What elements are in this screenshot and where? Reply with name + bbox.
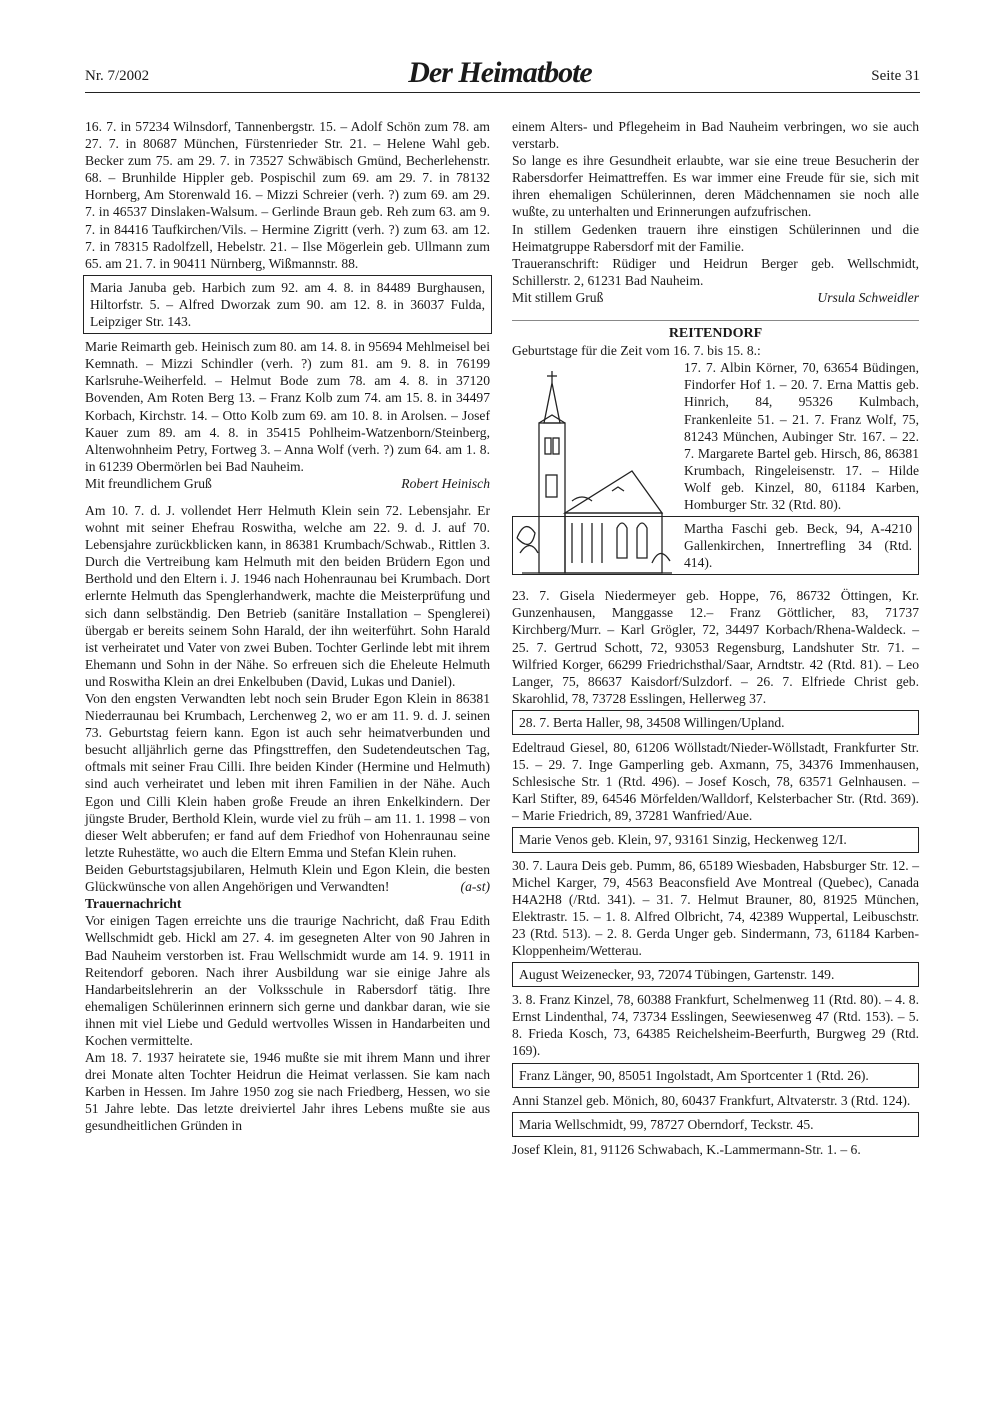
highlight-box-venos — [512, 827, 919, 852]
signature-line-2 — [512, 289, 919, 306]
masthead-title: Der Heimatbote — [408, 56, 592, 89]
header-rule — [85, 92, 920, 93]
obituary-heading: Trauernachricht — [85, 896, 182, 912]
obituary-cont-3: In stillem Gedenken trauern ihre einstigen Schülerinnen und die Heimatgruppe Rabersdorf mit der Familie. — [512, 221, 919, 254]
page-number: Seite 31 — [871, 68, 920, 84]
article-congratulations: Beiden Geburtstagsjubilaren, Helmuth Klein und Egon Klein, die besten Glückwünsche von allen Angehörigen und Verwandten! — [85, 861, 490, 895]
greeting: Mit stillem Gruß — [512, 289, 604, 305]
signer-name: Robert Heinisch — [401, 475, 490, 491]
article-egon-klein: Von den engsten Verwandten lebt noch sein Bruder Egon Klein in 86381 Niederraunau bei Krumbach, Lerchenweg 2, wo er am 11. 9. d. J. seinen 73. Geburtstag feiern kann. Egon ist auch sehr heimatverbunden und besucht alljährlich gerne das Pfingsttreffen, den Sudetendeutschen Tag, oftmals mit seiner Frau Cilli. Ihre beiden Kinder (Hermine und Helmuth) sind auch verheiratet und leben mit ihren Familien in der Nähe. Auch Egon und Cilli Klein haben große Freude an ihren Enkelkindern. Der jüngste Bruder, Berthold Klein, wurde viel zu früh – am 11. 1. 1998 – von dieser Welt abberufen; er fand auf dem Friedhof von Hohenraunau seine letzte Ruhestätte, wo auch die Eltern Emma und Stefan Klein ruhen. — [85, 691, 490, 860]
box-text: Marie Venos geb. Klein, 97, 93161 Sinzig, Heckenweg 12/I. — [519, 832, 847, 848]
signer-name: Ursula Schweidler — [817, 289, 919, 305]
birthday-list-reitendorf-3: Edeltraud Giesel, 80, 61206 Wöllstadt/Nieder-Wöllstadt, Frankfurter Str. 15. – 29. 7. Inge Gamperling geb. Axmann, 75, 34376 Immenhausen, Schlesische Str. 1 (Rtd. 496). – Josef Kosch, 78, 63571 Gelnhausen. – Karl Stifter, 89, 64546 Mörfelden/Walldorf, Kelsterbacher Str. (Rtd. 369). – Marie Friedrich, 89, 37281 Wanfried/Aue. — [512, 739, 919, 824]
article-signer: (a-st) — [460, 879, 490, 895]
box-text: August Weizenecker, 93, 72074 Tübingen, Gartenstr. 149. — [519, 967, 835, 983]
right-column — [512, 118, 919, 1158]
section-heading: REITENDORF — [668, 326, 763, 342]
obituary-cont-2: So lange es ihre Gesundheit erlaubte, war sie eine treue Besucherin der Rabersdorfer Heimattreffen. Es war immer eine Freude für sie, sich mit ihren ehemaligen Schülerinnen, deren Mädchennamen sie noch alle wußte, zu unterhalten und Erinnerungen aufzufrischen. — [512, 153, 919, 220]
greeting: Mit freundlichem Gruß — [85, 475, 212, 491]
highlight-box-laenger — [512, 1063, 919, 1088]
birthday-list-reitendorf-4: 30. 7. Laura Deis geb. Pumm, 86, 65189 Wiesbaden, Habsburger Str. 12. – Michel Karger, 79, 4563 Beaconsfield Ave Montreal (Quebec), Canada H4A2H8 (/Rtd. 341). – 31. 7. Helmut Brauner, 80, 81925 München, Elektrastr. 15. – 1. 8. Alfred Olbricht, 74, 42389 Wuppertal, Leibuschstr. 23 (Rtd. 513). – 2. 8. Gerda Unger geb. Sindermann, 73, 61184 Karben-Kloppenheim/Wetterau. — [512, 857, 919, 958]
birthday-list-2: Marie Reimarth geb. Heinisch zum 80. am 14. 8. in 95694 Mehlmeisel bei Kemnath. – Mizzi Schindler (verh. ?) zum 81. am 9. 8. in 76199 Karlsruhe-Weiherfeld. – Helmut Bode zum 78. am 4. 8. in 37120 Bovenden, Am Roten Berg 13. – Franz Kolb zum 74. am 15. 8. in 34497 Korbach, Kirchstr. 14. – Otto Kolb zum 69. am 10. 8. in Arolsen. – Josef Kauer zum 89. am 4. 8. in 35415 Pohlheim-Watzenborn/Steinberg, Altenwohnheim Petry, Fortweg 3. – Anna Wolf (verh. ?) zum 64. am 1. 8. in 61239 Obermörlen bei Bad Nauheim. — [85, 339, 490, 474]
section-intro: Geburtstage für die Zeit vom 16. 7. bis 15. 8.: — [512, 343, 761, 359]
highlight-box-januba — [83, 275, 492, 334]
obituary-cont-1: einem Alters- und Pflegeheim in Bad Nauheim verbringen, wo sie auch verstarb. — [512, 119, 919, 152]
birthday-list-reitendorf-6: Anni Stanzel geb. Mönich, 80, 60437 Frankfurt, Altvaterstr. 3 (Rtd. 124). — [512, 1092, 911, 1108]
obituary-address: Traueranschrift: Rüdiger und Heidrun Berger geb. Wellschmidt, Schillerstr. 2, 61231 Bad Nauheim. — [512, 255, 919, 288]
issue-number: Nr. 7/2002 — [85, 68, 150, 84]
box-text: Maria Januba geb. Harbich zum 92. am 4. 8. in 84489 Burghausen, Hiltorfstr. 5. – Alfred Dworzak zum 90. am 12. 8. in 36037 Fulda, Leipziger Str. 143. — [90, 279, 485, 330]
left-column — [85, 118, 490, 1135]
box-text: 28. 7. Berta Haller, 98, 34508 Willingen/Upland. — [519, 714, 785, 730]
box-text: Maria Wellschmidt, 99, 78727 Oberndorf, Teckstr. 45. — [519, 1116, 814, 1132]
birthday-list-reitendorf-7: Josef Klein, 81, 91126 Schwabach, K.-Lammermann-Str. 1. – 6. — [512, 1141, 861, 1157]
highlight-box-wellschmidt — [512, 1112, 919, 1137]
section-divider — [512, 320, 919, 321]
highlight-box-haller — [512, 710, 919, 735]
birthday-list-reitendorf-5: 3. 8. Franz Kinzel, 78, 60388 Frankfurt, Schelmenweg 11 (Rtd. 80). – 4. 8. Ernst Lindenthal, 74, 73734 Esslingen, Seewiesenweg 47 (Rtd. 153). – 5. 8. Frieda Kosch, 73, 64385 Reichelsheim-Beerfurth, Burgweg 29 (Rtd. 169). — [512, 992, 919, 1059]
obituary-para-2: Am 18. 7. 1937 heiratete sie, 1946 mußte sie mit ihrem Mann und ihrer drei Monate alten Tochter Heidrun die Heimat verlassen. Sie kam nach Karben in Hessen. Im Jahre 1950 zog sie nach Friedberg, Hessen, wo sie 51 Jahre lebte. Das letzte dreiviertel Jahr ihres Lebens mußte sie aus gesundheitlichen Gründen in — [85, 1050, 490, 1134]
box-text: Martha Faschi geb. Beck, 94, A-4210 Gallenkirchen, Innertrefling 34 (Rtd. 414). — [684, 521, 912, 571]
highlight-box-weizenecker — [512, 962, 919, 987]
signature-line — [85, 475, 490, 492]
box-text: Franz Länger, 90, 85051 Ingolstadt, Am Sportcenter 1 (Rtd. 26). — [519, 1067, 869, 1083]
obituary-para-1: Vor einigen Tagen erreichte uns die traurige Nachricht, daß Frau Edith Wellschmidt geb. Hickl am 27. 4. im gesegneten Alter von 90 Jahren in Bad Nauheim verstorben ist. Frau Wellschmidt wurde am 14. 9. 1911 in Reitendorf geboren. Nach ihrer Ausbildung war sie einige Jahre als Handarbeitslehrerin an der Volksschule in Rabersdorf tätig. Ihre ehemaligen Schülerinnen erinnern sich gerne und dankbar daran, wie sie ihnen mit viel Liebe und Geduld wertvolles Wissen in Handarbeiten und Kochen vermittelte. — [85, 913, 490, 1048]
birthday-list-reitendorf-1: 17. 7. Albin Körner, 70, 63654 Büdingen, Findorfer Hof 1. – 20. 7. Erna Mattis geb. Hinrich, 84, 95326 Kulmbach, Frankenleite 51. – 21. 7. Franz Wolf, 75, 81243 München, Aubinger Str. 167. – 22. 7. Margarete Bartel geb. Hirsch, 86, 86381 Krumbach, Ringeleisenstr. 17. – Hilde Wolf geb. Kinzel, 80, 61184 Karben, Homburger Str. 32 (Rtd. 80). — [684, 360, 919, 512]
birthday-list-reitendorf-2: 23. 7. Gisela Niedermeyer geb. Hoppe, 76, 86732 Öttingen, Kr. Gunzenhausen, Manggasse 12.– Franz Göttlicher, 83, 71737 Kirchberg/Murr. – Karl Grögler, 72, 34497 Korbach/Rhena-Waldeck. – 25. 7. Gertrud Schott, 72, 93053 Regensburg, Landshuter Str. 71. – Wilfried Korger, 66299 Friedrichsthal/Saar, Arndtstr. 42 (Rtd. 81). – Leo Langer, 75, 86637 Kaisdorf/Sulzdorf. – 26. 7. Elfriede Christ geb. Skarohlid, 78, 73728 Esslingen, Hellerweg 37. — [512, 588, 919, 706]
birthday-list-1: 16. 7. in 57234 Wilnsdorf, Tannenbergstr. 15. – Adolf Schön zum 78. am 27. 7. in 80687 München, Fürstenrieder Str. 21. – Helene Wahl geb. Becker zum 75. am 29. 7. in 73527 Schwäbisch Gmünd, Becherlehenstr. 68. – Brunhilde Hippler geb. Pospischil zum 69. am 29. 7. in 78132 Hornberg, Am Storenwald 16. – Mizzi Schreier (verh. ?) zum 69. am 29. 7. in 46537 Dinslaken-Walsum. – Gerlinde Braun geb. Reh zum 63. am 9. 7. in 84416 Taufkirchen/Vils. – Hermine Zigritt (verh. ?) zum 63. am 12. 7. in 78315 Radolfzell, Hebelstr. 21. – Ilse Mögerlein geb. Ullmann zum 65. am 21. 7. in 90411 Nürnberg, Wißmannstr. 88. — [85, 119, 490, 271]
article-helmuth-klein: Am 10. 7. d. J. vollendet Herr Helmuth Klein sein 72. Lebensjahr. Er wohnt mit seiner Ehefrau Roswitha, welche am 22. 9. d. J. auf 70. Lebensjahre zurückblicken kann, in 86381 Krumbach/Schwab., Rittlen 3. Durch die Vertreibung kam Helmuth mit den beiden Brüdern Egon und Berthold und den Eltern i. J. 1946 nach Hohenraunau bei Krumbach. Dort erlernte Helmuth das Spenglerhandwerk, machte die Meisterprüfung und sich dann selbständig. Den Betrieb (sanitäre Installation – Spenglerei) übergab er bereits seinem Sohn Harald, der ihn weiterführt. Sohn Harald ist verheiratet und Vater von zwei Buben. Tochter Gerlinde lebt mit ihrem Ehemann und Sohn in der Nähe. So erfreuen sich die Eheleute Helmuth und Roswitha Klein an drei Enkelbuben (David, Lukas und Daniel). — [85, 502, 490, 689]
church-illustration — [512, 363, 674, 585]
